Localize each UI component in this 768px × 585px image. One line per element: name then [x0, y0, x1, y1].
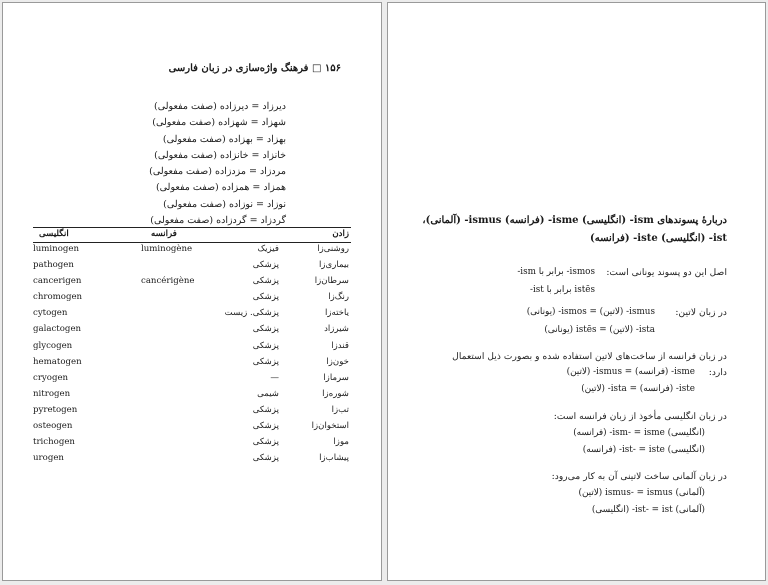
derivation-list	[149, 99, 286, 229]
cell-zad: رنگ‌زا	[328, 292, 349, 303]
cell-english: chromogen	[33, 292, 83, 303]
english-intro: در زبان انگلیسی مأخوذ از زبان فرانسه است:	[553, 411, 727, 422]
cell-english: pyretogen	[33, 404, 78, 415]
table-row	[33, 323, 351, 339]
table-row	[33, 291, 351, 307]
derivation-item: شهزاد = شهزاده (صفت مفعولی)	[152, 117, 286, 129]
left-page	[2, 2, 382, 581]
cell-zad: یاخته‌زا	[324, 308, 349, 319]
cell-zad: سرمازا	[323, 372, 349, 383]
cell-field: پزشکی	[252, 437, 279, 448]
header-english: انگلیسی	[39, 229, 69, 239]
table-row	[33, 275, 351, 291]
cell-field: پزشکی	[252, 292, 279, 303]
cell-zad: قندزا	[331, 340, 349, 351]
table-row	[33, 243, 351, 259]
cell-french: cancérigène	[141, 276, 195, 287]
cell-zad: موزا	[333, 437, 349, 448]
cell-zad: پیشاب‌زا	[319, 453, 349, 464]
derivation-item: خانزاد = خانزاده (صفت مفعولی)	[154, 149, 286, 161]
latin-line: ismus- (لاتین) = ismos- (یونانی)	[526, 307, 655, 317]
cell-zad: بیماری‌زا	[319, 260, 349, 271]
derivation-item: نوزاد = نوزاده (صفت مفعولی)	[163, 198, 286, 210]
cell-field: پزشکی	[252, 340, 279, 351]
derivation-item: مردزاد = مزدزاده (صفت مفعولی)	[149, 166, 286, 178]
cell-english: cytogen	[33, 308, 68, 319]
cell-zad: شیرزاد	[324, 324, 349, 335]
word-table	[33, 227, 351, 468]
table-row	[33, 340, 351, 356]
cell-field: فیزیک	[257, 244, 279, 254]
table-row	[33, 356, 351, 372]
header-zad: زادن	[332, 229, 349, 239]
cell-zad: سرطان‌زا	[314, 276, 349, 287]
cell-french: luminogène	[141, 244, 193, 254]
table-row	[33, 404, 351, 420]
french-line: iste- (فرانسه) = ista- (لاتین)	[581, 384, 695, 394]
french-intro-2: دارد:	[708, 367, 727, 378]
cell-zad: شوره‌زا	[322, 388, 349, 399]
derivation-item: همزاد = همزاده (صفت مفعولی)	[155, 182, 286, 194]
cell-english: osteogen	[33, 421, 73, 432]
greek-line: istēs برابر با ist-	[529, 285, 595, 295]
derivation-item: گردزاد = گردزاده (صفت مفعولی)	[150, 215, 286, 227]
table-body	[33, 243, 351, 468]
table-row	[33, 372, 351, 388]
french-line: isme- (فرانسه) = ismus- (لاتین)	[566, 367, 695, 377]
cell-field: پزشکی	[252, 421, 279, 432]
german-line: (آلمانی) ismus- = ismus (لاتین)	[578, 488, 705, 498]
header-french: فرانسه	[151, 229, 177, 239]
cell-field: پزشکی	[252, 453, 279, 464]
cell-english: pathogen	[33, 260, 74, 271]
cell-english: galactogen	[33, 324, 82, 335]
derivation-item: دیرزاد = دیرزاده (صفت مفعولی)	[154, 101, 286, 112]
table-row	[33, 259, 351, 275]
cell-english: glycogen	[33, 340, 73, 351]
cell-zad: تب‌زا	[331, 404, 349, 415]
cell-field: پزشکی. زیست	[224, 308, 279, 319]
cell-field: پزشکی	[252, 260, 279, 271]
cell-english: urogen	[33, 453, 64, 464]
cell-english: cryogen	[33, 372, 69, 383]
cell-zad: استخوان‌زا	[311, 421, 349, 432]
derivation-item: بهزاد = بهزاده (صفت مفعولی)	[162, 133, 286, 145]
table-row	[33, 420, 351, 436]
german-intro: در زبان آلمانی ساخت لاتینی آن به کار می‌رود:	[551, 471, 727, 482]
title-line: ist- (انگلیسی) iste- (فرانسه)	[590, 233, 727, 244]
german-line: (آلمانی) ist- = ist- (انگلیسی)	[591, 505, 705, 515]
cell-field: —	[270, 372, 279, 383]
section-title	[422, 212, 727, 248]
right-page	[387, 2, 766, 581]
title-line: دربارهٔ پسوندهای ism- (انگلیسی) isme- (فرانسه) ismus- (آلمانی)،	[422, 215, 727, 226]
table-row	[33, 452, 351, 468]
cell-zad: خون‌زا	[326, 356, 349, 367]
greek-line: ismos- برابر با ism-	[517, 267, 595, 277]
table-row	[33, 307, 351, 323]
cell-field: پزشکی	[252, 276, 279, 287]
latin-intro: در زبان لاتین:	[675, 307, 727, 318]
cell-field: شیمی	[257, 388, 279, 399]
intro-text: اصل این دو پسوند یونانی است:	[606, 267, 727, 278]
table-row	[33, 388, 351, 404]
english-line: (انگلیسی) ist- = iste- (فرانسه)	[582, 445, 705, 455]
cell-english: cancerigen	[33, 276, 82, 287]
cell-english: nitrogen	[33, 388, 71, 399]
english-line: (انگلیسی) ism- = isme- (فرانسه)	[573, 428, 705, 438]
cell-field: پزشکی	[252, 324, 279, 335]
table-header	[33, 227, 351, 243]
cell-zad: روشنی‌زا	[317, 244, 349, 254]
cell-english: trichogen	[33, 437, 75, 448]
table-row	[33, 436, 351, 452]
cell-english: luminogen	[33, 244, 80, 254]
cell-field: پزشکی	[252, 404, 279, 415]
cell-field: پزشکی	[252, 356, 279, 367]
page-header: ۱۵۶ □ فرهنگ واژه‌سازی در زبان فارسی	[168, 63, 341, 74]
latin-line: ista- (لاتین) = istēs (یونانی)	[544, 325, 655, 335]
cell-english: hematogen	[33, 356, 82, 367]
french-intro: در زبان فرانسه از ساخت‌های لاتین استفاده شده و بصورت ذیل استعمال	[452, 351, 727, 362]
